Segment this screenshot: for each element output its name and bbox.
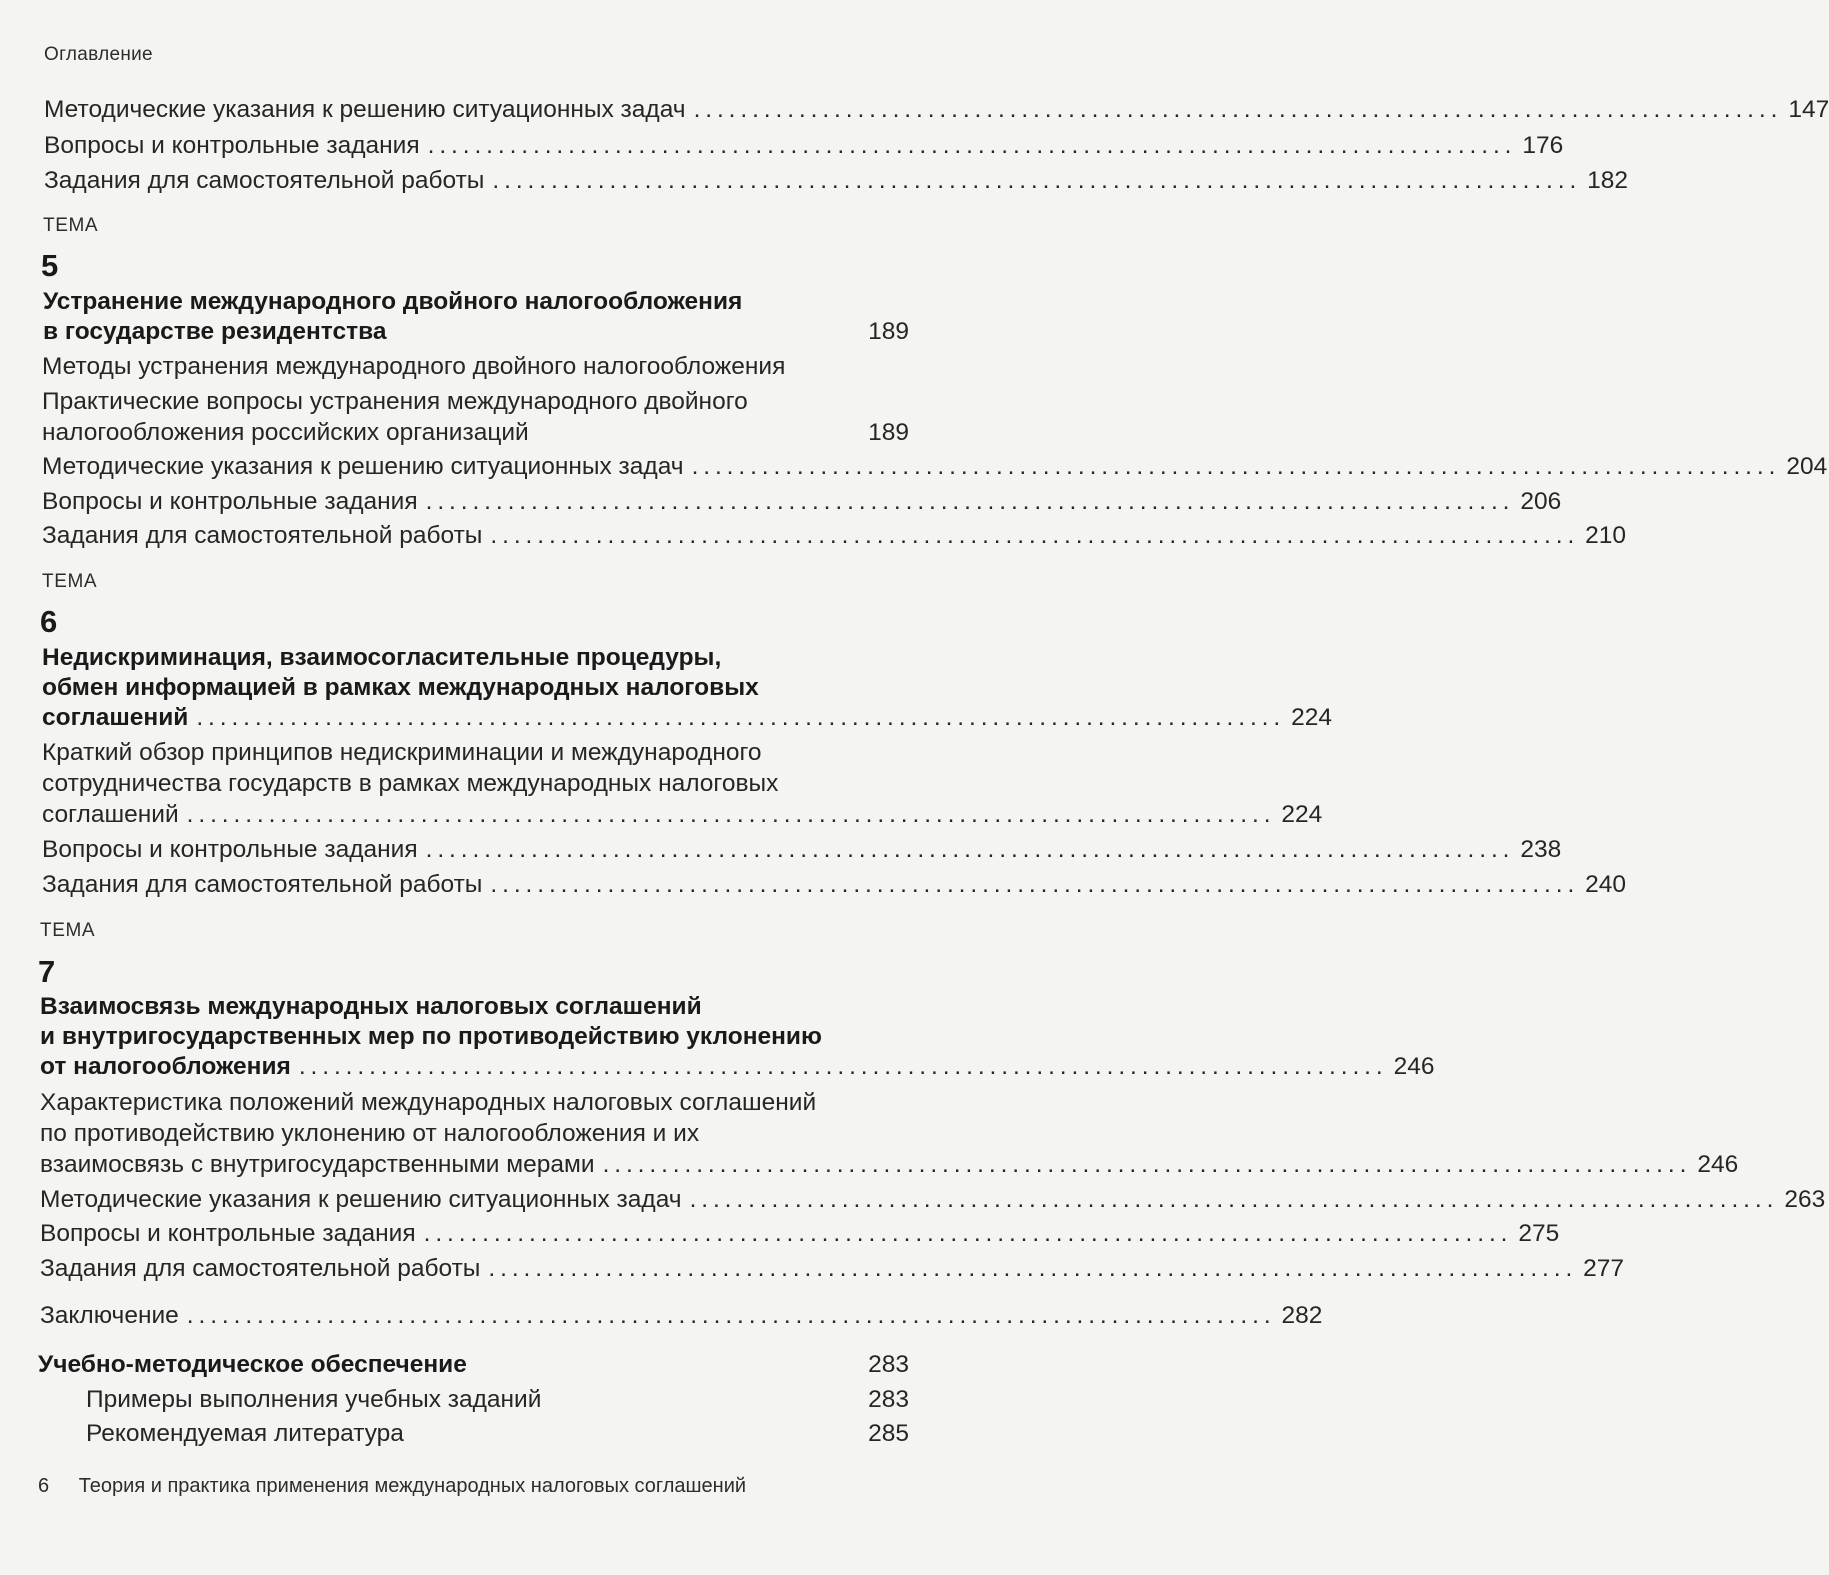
leader-dots: .............................................................................................	[689, 1186, 1779, 1213]
theme-title[interactable]: обмен информацией в рамках международных налоговых	[42, 674, 759, 701]
toc-entry-title: Задания для самостоятельной работы	[40, 1255, 481, 1282]
toc-entry[interactable]	[40, 1185, 1826, 1215]
toc-entry[interactable]	[86, 1385, 909, 1415]
toc-entry-support[interactable]	[38, 1350, 909, 1380]
theme-title[interactable]: и внутригосударственных мер по противодействию уклонению	[40, 1023, 822, 1050]
toc-entry[interactable]	[42, 835, 1562, 865]
toc-entry-title[interactable]: по противодействию уклонению от налогообложения и их	[40, 1120, 700, 1147]
toc-entry-title: Задания для самостоятельной работы	[44, 167, 485, 194]
toc-page-number: 182	[1587, 167, 1629, 194]
toc-page-number: 246	[1393, 1053, 1435, 1080]
toc-entry-title: Вопросы и контрольные задания	[42, 488, 418, 515]
theme-title-text: соглашений	[42, 704, 189, 731]
toc-entry-title: Методические указания к решению ситуационных задач	[40, 1186, 682, 1213]
toc-entry-title: Методические указания к решению ситуационных задач	[44, 96, 686, 123]
toc-entry[interactable]	[42, 487, 1562, 517]
leader-dots: .............................................................................................	[423, 1220, 1513, 1247]
toc-page-number: 283	[868, 1351, 909, 1378]
toc-entry-title: Вопросы и контрольные задания	[40, 1220, 416, 1247]
toc-entry-title[interactable]: Характеристика положений международных налоговых соглашений	[40, 1089, 817, 1116]
toc-entry-title[interactable]: Краткий обзор принципов недискриминации и международного	[42, 739, 762, 766]
theme-title-last-line[interactable]	[43, 317, 909, 347]
toc-page-number: 285	[868, 1420, 909, 1447]
toc-entry[interactable]	[42, 870, 1627, 900]
toc-entry[interactable]	[44, 166, 1629, 196]
toc-entry-title: Задания для самостоятельной работы	[42, 871, 483, 898]
toc-entry[interactable]	[40, 1150, 1739, 1180]
toc-page-number: 210	[1585, 522, 1627, 549]
leader-dots: .............................................................................................	[196, 704, 1286, 731]
leader-dots: .............................................................................................	[693, 96, 1783, 123]
leader-dots: .............................................................................................	[490, 871, 1580, 898]
book-title: Теория и практика применения международных налоговых соглашений	[78, 1475, 747, 1497]
toc-page-number: 238	[1520, 836, 1562, 863]
toc-page-number: 283	[868, 1386, 909, 1413]
theme-number: 6	[40, 604, 58, 639]
theme-title[interactable]: Устранение международного двойного налогообложения	[43, 288, 743, 315]
toc-page-number: 189	[868, 318, 909, 345]
theme-title[interactable]: Недискриминация, взаимосогласительные процедуры,	[42, 644, 722, 671]
theme-title-last-line[interactable]	[40, 1052, 1435, 1082]
toc-page-number: 189	[868, 419, 909, 446]
theme-label: ТЕМА	[42, 571, 98, 592]
theme-title[interactable]: Взаимосвязь международных налоговых соглашений	[40, 993, 702, 1020]
toc-entry-title: Примеры выполнения учебных заданий	[86, 1386, 542, 1413]
theme-label: ТЕМА	[43, 215, 99, 236]
toc-entry-title: Вопросы и контрольные задания	[44, 132, 420, 159]
leader-dots: .............................................................................................	[425, 488, 1515, 515]
leader-dots: .............................................................................................	[490, 522, 1580, 549]
toc-page-number: 204	[1786, 453, 1828, 480]
toc-page-number: 282	[1281, 1302, 1323, 1329]
theme-title-last-line[interactable]	[42, 703, 1332, 733]
toc-entry[interactable]	[42, 800, 1323, 830]
page-folio: 6	[38, 1475, 50, 1497]
leader-dots: .............................................................................................	[425, 836, 1515, 863]
toc-page-number: 263	[1784, 1186, 1826, 1213]
toc-entry-title: соглашений	[42, 801, 179, 828]
toc-entry-title: Учебно-методическое обеспечение	[38, 1351, 467, 1378]
theme-title-text: в государстве резидентства	[43, 318, 387, 345]
toc-entry-title: взаимосвязь с внутригосударственными мерами	[40, 1151, 595, 1178]
toc-page-number: 206	[1520, 488, 1562, 515]
toc-entry[interactable]	[44, 131, 1564, 161]
toc-page-number: 275	[1518, 1220, 1560, 1247]
toc-entry[interactable]	[86, 1419, 909, 1449]
theme-number: 5	[41, 248, 59, 283]
running-head: Оглавление	[44, 44, 153, 65]
leader-dots: .............................................................................................	[602, 1151, 1692, 1178]
toc-entry[interactable]	[40, 1254, 1625, 1284]
page-footer	[38, 1475, 746, 1498]
toc-page-number: 147	[1788, 96, 1829, 123]
toc-page-number: 246	[1697, 1151, 1739, 1178]
toc-entry-title[interactable]: Практические вопросы устранения международного двойного	[42, 388, 748, 415]
toc-entry-conclusion[interactable]	[40, 1301, 1323, 1331]
theme-number: 7	[38, 954, 56, 989]
leader-dots: .............................................................................................	[427, 132, 1517, 159]
theme-title-text: от налогообложения	[40, 1053, 291, 1080]
toc-entry[interactable]	[42, 452, 1828, 482]
toc-entry-title: Вопросы и контрольные задания	[42, 836, 418, 863]
leader-dots: .............................................................................................	[488, 1255, 1578, 1282]
toc-page-number: 224	[1281, 801, 1323, 828]
toc-entry-title[interactable]: сотрудничества государств в рамках международных налоговых	[42, 770, 779, 797]
toc-entry[interactable]	[42, 418, 909, 448]
toc-page-number: 176	[1522, 132, 1564, 159]
toc-entry[interactable]	[44, 95, 1829, 125]
leader-dots: .............................................................................................	[691, 453, 1781, 480]
toc-entry-title: Задания для самостоятельной работы	[42, 522, 483, 549]
toc-entry-title: Рекомендуемая литература	[86, 1420, 404, 1447]
toc-entry-title[interactable]: Методы устранения международного двойного налогообложения	[42, 353, 786, 380]
leader-dots: .............................................................................................	[186, 801, 1276, 828]
toc-entry[interactable]	[42, 521, 1627, 551]
toc-entry-title: Заключение	[40, 1302, 179, 1329]
toc-page-number: 224	[1291, 704, 1332, 731]
toc-page-number: 277	[1583, 1255, 1625, 1282]
toc-entry-title: Методические указания к решению ситуационных задач	[42, 453, 684, 480]
leader-dots: .............................................................................................	[186, 1302, 1276, 1329]
leader-dots: .............................................................................................	[492, 167, 1582, 194]
leader-dots: .............................................................................................	[298, 1053, 1388, 1080]
toc-entry[interactable]	[40, 1219, 1560, 1249]
theme-label: ТЕМА	[40, 920, 96, 941]
toc-page-number: 240	[1585, 871, 1627, 898]
toc-entry-title: налогообложения российских организаций	[42, 419, 529, 446]
